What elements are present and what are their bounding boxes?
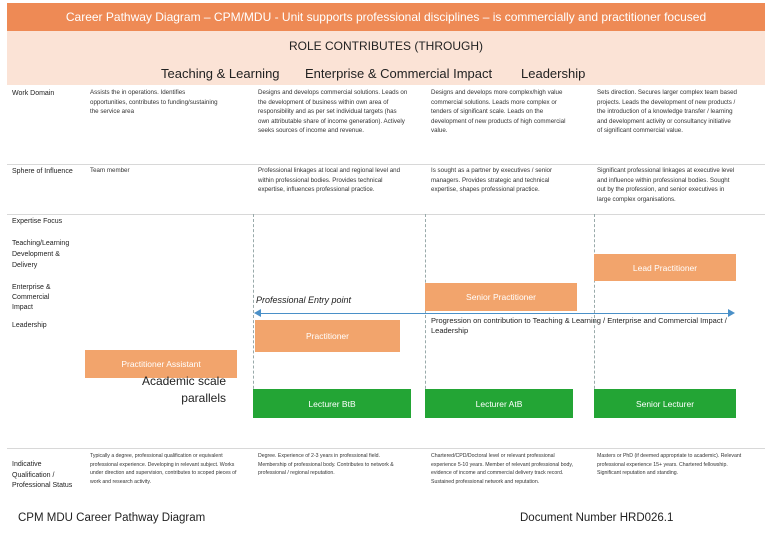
- qualification-cell-2: Degree. Experience of 2-3 years in professional field. Membership of professional body. Contributes to network & professional / regional reputation.: [258, 453, 394, 476]
- role-col-enterprise: Enterprise & Commercial Impact: [305, 66, 493, 81]
- progression-arrow: [260, 313, 728, 314]
- role-title: ROLE CONTRIBUTES (THROUGH): [288, 39, 483, 53]
- qualification-row-label: Indicative Qualification / Professional Status: [12, 461, 73, 489]
- work-domain-cell-3: Designs and develops more complex/high value commercial solutions. Leads more complex or tenders of significant scale. Leads on the development of new products of high commercial value.: [431, 89, 566, 135]
- expertise-focus-label: Expertise Focus: [12, 218, 63, 225]
- sphere-cell-1: Team member: [90, 167, 130, 174]
- senior-lecturer-label: Senior Lecturer: [635, 398, 695, 409]
- role-col-teaching: Teaching & Learning: [161, 66, 280, 81]
- footer-document-number: Document Number HRD026.1: [520, 512, 674, 524]
- lecturer-atb-label: Lecturer AtB: [475, 398, 523, 409]
- work-domain-cell-2: Designs and develops commercial solutions. Leads on the development of business within own area of responsibility and as per set individual targets (has own attributable share of income generation). Actively seeks sources of income and revenue.: [258, 89, 408, 135]
- row-divider-2: [7, 214, 765, 215]
- senior-lecturer-box: [594, 389, 736, 418]
- practitioner-label: Practitioner: [306, 331, 349, 341]
- lecturer-btb-label: Lecturer BtB: [308, 398, 356, 409]
- senior-practitioner-box: [425, 283, 577, 311]
- page-header: [7, 3, 765, 31]
- work-domain-cell-4: Sets direction. Secures larger complex team based projects. Leads the development of new products / the introduction of a knowledge transfer / learning and development activity or consultancy initiative of significant commercial value.: [597, 89, 737, 135]
- enterprise-row-label: Enterprise & Commercial Impact: [12, 284, 51, 311]
- lead-practitioner-label: Lead Practitioner: [632, 262, 698, 273]
- column-guide-3: [594, 214, 595, 414]
- role-col-leadership: Leadership: [521, 66, 586, 81]
- practitioner-box: [255, 320, 400, 352]
- lecturer-btb-box: [253, 389, 411, 418]
- lead-practitioner-box: [594, 254, 736, 281]
- header-title: Career Pathway Diagram – CPM/MDU - Unit supports professional disciplines – is commercially and practitioner focused: [65, 10, 707, 24]
- sphere-cell-3: Is sought as a partner by executives / senior managers. Provides strategic and technical expertise, shapes professional practice.: [431, 167, 553, 194]
- qualification-cell-4: Masters or PhD (if deemed appropriate to academic). Relevant professional experience 15+ years. Chartered fellowship. Significant reputation and standing.: [597, 453, 742, 476]
- row-divider-1: [7, 164, 765, 165]
- academic-scale-title: Academic scale parallels: [141, 374, 226, 405]
- sphere-cell-4: Significant professional linkages at executive level and influence within professional bodies. Sought out by the profession, and senior executives in large complex organisations.: [597, 167, 735, 203]
- qualification-cell-1: Typically a degree, professional qualification or equivalent professional experience. Developing in relevant subject. Works under direction and supervision, contributes to scoped pieces of work and research activity.: [90, 453, 237, 485]
- column-guide-2: [425, 214, 426, 414]
- row-label-sphere: Sphere of Influence: [12, 168, 73, 175]
- work-domain-cell-1: Assists the in operations. Identifies opportunities, contributes to funding/sustaining the service area: [90, 89, 218, 116]
- entry-point-label: Professional Entry point: [256, 295, 352, 305]
- qualification-cell-3: Chartered/CPD/Doctoral level or relevant professional experience 5-10 years. Member of relevant professional body, evidence of income and commercial delivery track record. Sustained professional network and reputation.: [431, 453, 574, 485]
- footer-title: CPM MDU Career Pathway Diagram: [18, 512, 206, 524]
- lecturer-atb-box: [425, 389, 573, 418]
- teaching-row-label: Teaching/Learning Development & Delivery: [12, 240, 70, 269]
- practitioner-assistant-label: Practitioner Assistant: [121, 359, 201, 369]
- progression-text: Progression on contribution to Teaching & Learning / Enterprise and Commercial Impact / Leadership: [431, 316, 727, 335]
- row-divider-3: [7, 448, 765, 449]
- row-label-work-domain: Work Domain: [12, 90, 55, 97]
- sphere-cell-2: Professional linkages at local and regional level and within professional bodies. Provides technical expertise, influences professional practice.: [258, 167, 401, 194]
- senior-practitioner-label: Senior Practitioner: [466, 292, 536, 302]
- leadership-row-label: Leadership: [12, 322, 47, 329]
